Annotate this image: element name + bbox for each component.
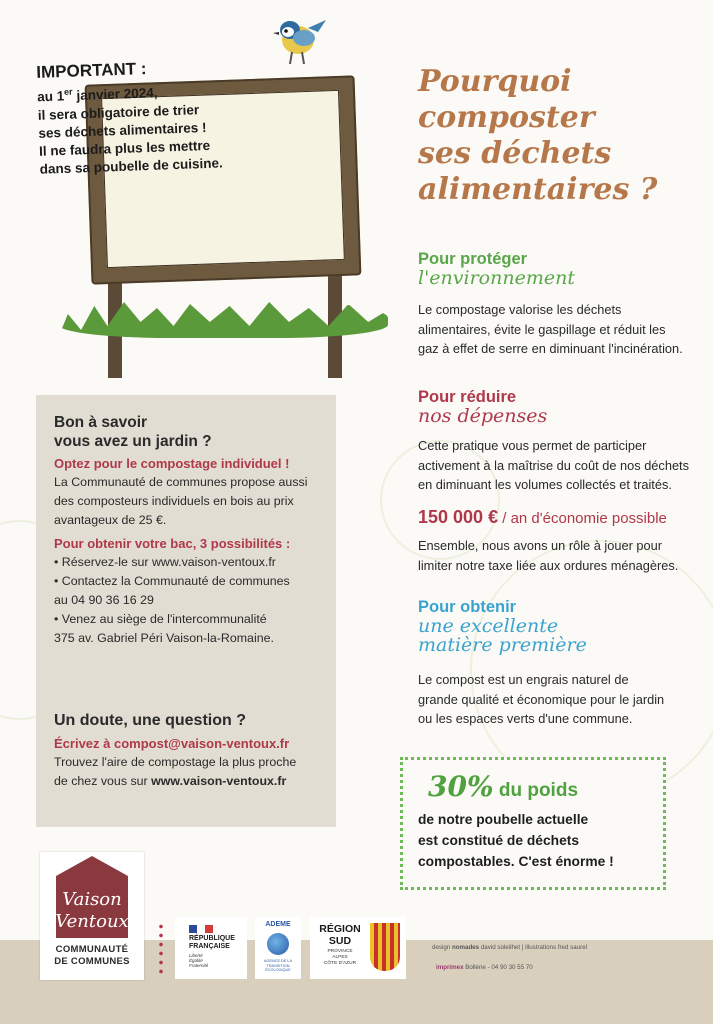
logo-roof <box>56 856 128 876</box>
body-line: ou les espaces verts d'une commune. <box>418 711 633 726</box>
percent-line: de notre poubelle actuelle <box>418 812 589 827</box>
ademe-subtitle: AGENCE DE LA TRANSITION ÉCOLOGIQUE <box>263 959 293 972</box>
region-shield-icon <box>370 923 400 971</box>
logo-subtitle: COMMUNAUTÉ DE COMMUNES <box>54 944 130 967</box>
body-line: Le compostage valorise les déchets <box>418 302 622 317</box>
info-line: de chez vous sur www.vaison-ventoux.fr <box>54 774 287 788</box>
info-line: • Réservez-le sur www.vaison-ventoux.fr <box>54 555 276 569</box>
sign-line-5: dans sa poubelle de cuisine. <box>39 154 223 177</box>
title-line: Pourquoi <box>418 64 572 99</box>
body-line: Ensemble, nous avons un rôle à jouer pour <box>418 538 663 553</box>
body-line: activement à la maîtrise du coût de nos déchets <box>418 457 690 473</box>
body-line: limiter notre taxe liée aux ordures ménagères. <box>418 557 679 573</box>
info-heading: Un doute, une question ? <box>54 712 246 729</box>
section-expenses-heading <box>418 388 547 426</box>
info-line: 375 av. Gabriel Péri Vaison-la-Romaine. <box>54 631 274 645</box>
dotted-separator <box>159 922 163 978</box>
rf-title: RÉPUBLIQUE FRANÇAISE <box>189 935 235 950</box>
ademe-logo <box>255 917 301 979</box>
sign-message <box>36 56 260 178</box>
info-line: Trouvez l'aire de compostage la plus proche <box>54 755 297 769</box>
heading-line: matière première <box>418 634 587 656</box>
section-material-body <box>418 670 708 729</box>
info-line: • Contactez la Communauté de communes <box>54 574 290 588</box>
title-line: alimentaires ? <box>418 172 658 207</box>
info-heading: vous avez un jardin ? <box>54 433 212 450</box>
section-expenses-body-2 <box>418 536 708 575</box>
savings-amount <box>418 507 667 528</box>
region-title: RÉGION SUD <box>319 923 361 947</box>
republique-francaise-logo <box>175 917 247 979</box>
body-line: Le compost est un engrais naturel de <box>418 672 629 687</box>
bird-icon <box>268 14 328 70</box>
body-line: Cette pratique vous permet de participer <box>418 438 647 453</box>
savings-label: / an d'économie possible <box>498 510 667 527</box>
section-material-heading <box>418 598 587 655</box>
body-line: en diminuant les volumes collectés et traités. <box>418 477 672 492</box>
info-line: avantageux de 25 €. <box>54 513 167 527</box>
sign-line-4: Il ne faudra plus les mettre <box>38 137 211 159</box>
rf-motto: Liberté Égalité Fraternité <box>189 953 209 968</box>
section-environment-heading <box>418 250 575 288</box>
region-sud-logo <box>310 917 406 979</box>
design-credits: design nomades david soleilhet | illustrations fred saurel <box>432 944 588 951</box>
title-line: ses déchets <box>418 136 612 171</box>
heading-line: une excellente <box>418 615 559 637</box>
info-line: La Communauté de communes propose aussi <box>54 475 308 489</box>
logo-word-ventoux: Ventoux <box>55 911 129 932</box>
heading-line: nos dépenses <box>418 405 548 427</box>
percent-body <box>418 809 658 872</box>
info-highlight: Optez pour le compostage individuel ! <box>54 456 290 471</box>
section-environment-body <box>418 300 708 359</box>
percent-line: est constitué de déchets <box>418 833 580 848</box>
body-line: gaz à effet de serre en diminuant l'incinération. <box>418 341 683 356</box>
percent-word: du poids <box>493 780 579 801</box>
info-line: au 04 90 36 16 29 <box>54 593 154 607</box>
page-title <box>418 64 698 208</box>
percent-value: 30% <box>428 770 494 803</box>
info-heading: Bon à savoir <box>54 414 148 431</box>
sign-important: IMPORTANT : <box>36 59 147 82</box>
title-line: composter <box>418 100 595 135</box>
info-highlight: Pour obtenir votre bac, 3 possibilités : <box>54 536 291 551</box>
contact-email: Écrivez à compost@vaison-ventoux.fr <box>54 736 290 751</box>
info-line: des composteurs individuels en bois au prix <box>54 494 294 508</box>
sign-line-1: au 1er janvier 2024, <box>36 85 158 105</box>
body-line: alimentaires, évite le gaspillage et réduit les <box>418 321 666 337</box>
percent-headline <box>428 770 578 803</box>
section-expenses-body <box>418 436 708 495</box>
vaison-ventoux-logo <box>40 852 144 980</box>
savings-value: 150 000 € <box>418 507 499 527</box>
info-garden <box>54 413 334 648</box>
info-line: • Venez au siège de l'intercommunalité <box>54 612 267 626</box>
sign-line-2: il sera obligatoire de trier <box>37 101 200 123</box>
ademe-name: ADEME <box>265 921 291 928</box>
heading-line: Pour réduire <box>418 388 517 406</box>
region-subtitle: PROVINCE ALPES CÔTE D'AZUR <box>323 949 357 966</box>
globe-icon <box>267 933 289 955</box>
website-link: www.vaison-ventoux.fr <box>151 774 287 788</box>
percent-line: compostables. C'est énorme ! <box>418 854 614 869</box>
heading-line: Pour obtenir <box>418 598 517 616</box>
heading-line: Pour protéger <box>418 250 528 268</box>
french-flag-icon <box>189 925 213 933</box>
body-line: grande qualité et économique pour le jardin <box>418 691 665 707</box>
printer-credits: imprimex Bollène - 04 90 30 55 70 <box>436 964 533 971</box>
heading-line: l'environnement <box>418 267 575 289</box>
logo-word-vaison: Vaison <box>62 889 122 910</box>
sign-line-3: ses déchets alimentaires ! <box>38 119 207 141</box>
info-question <box>54 711 334 791</box>
